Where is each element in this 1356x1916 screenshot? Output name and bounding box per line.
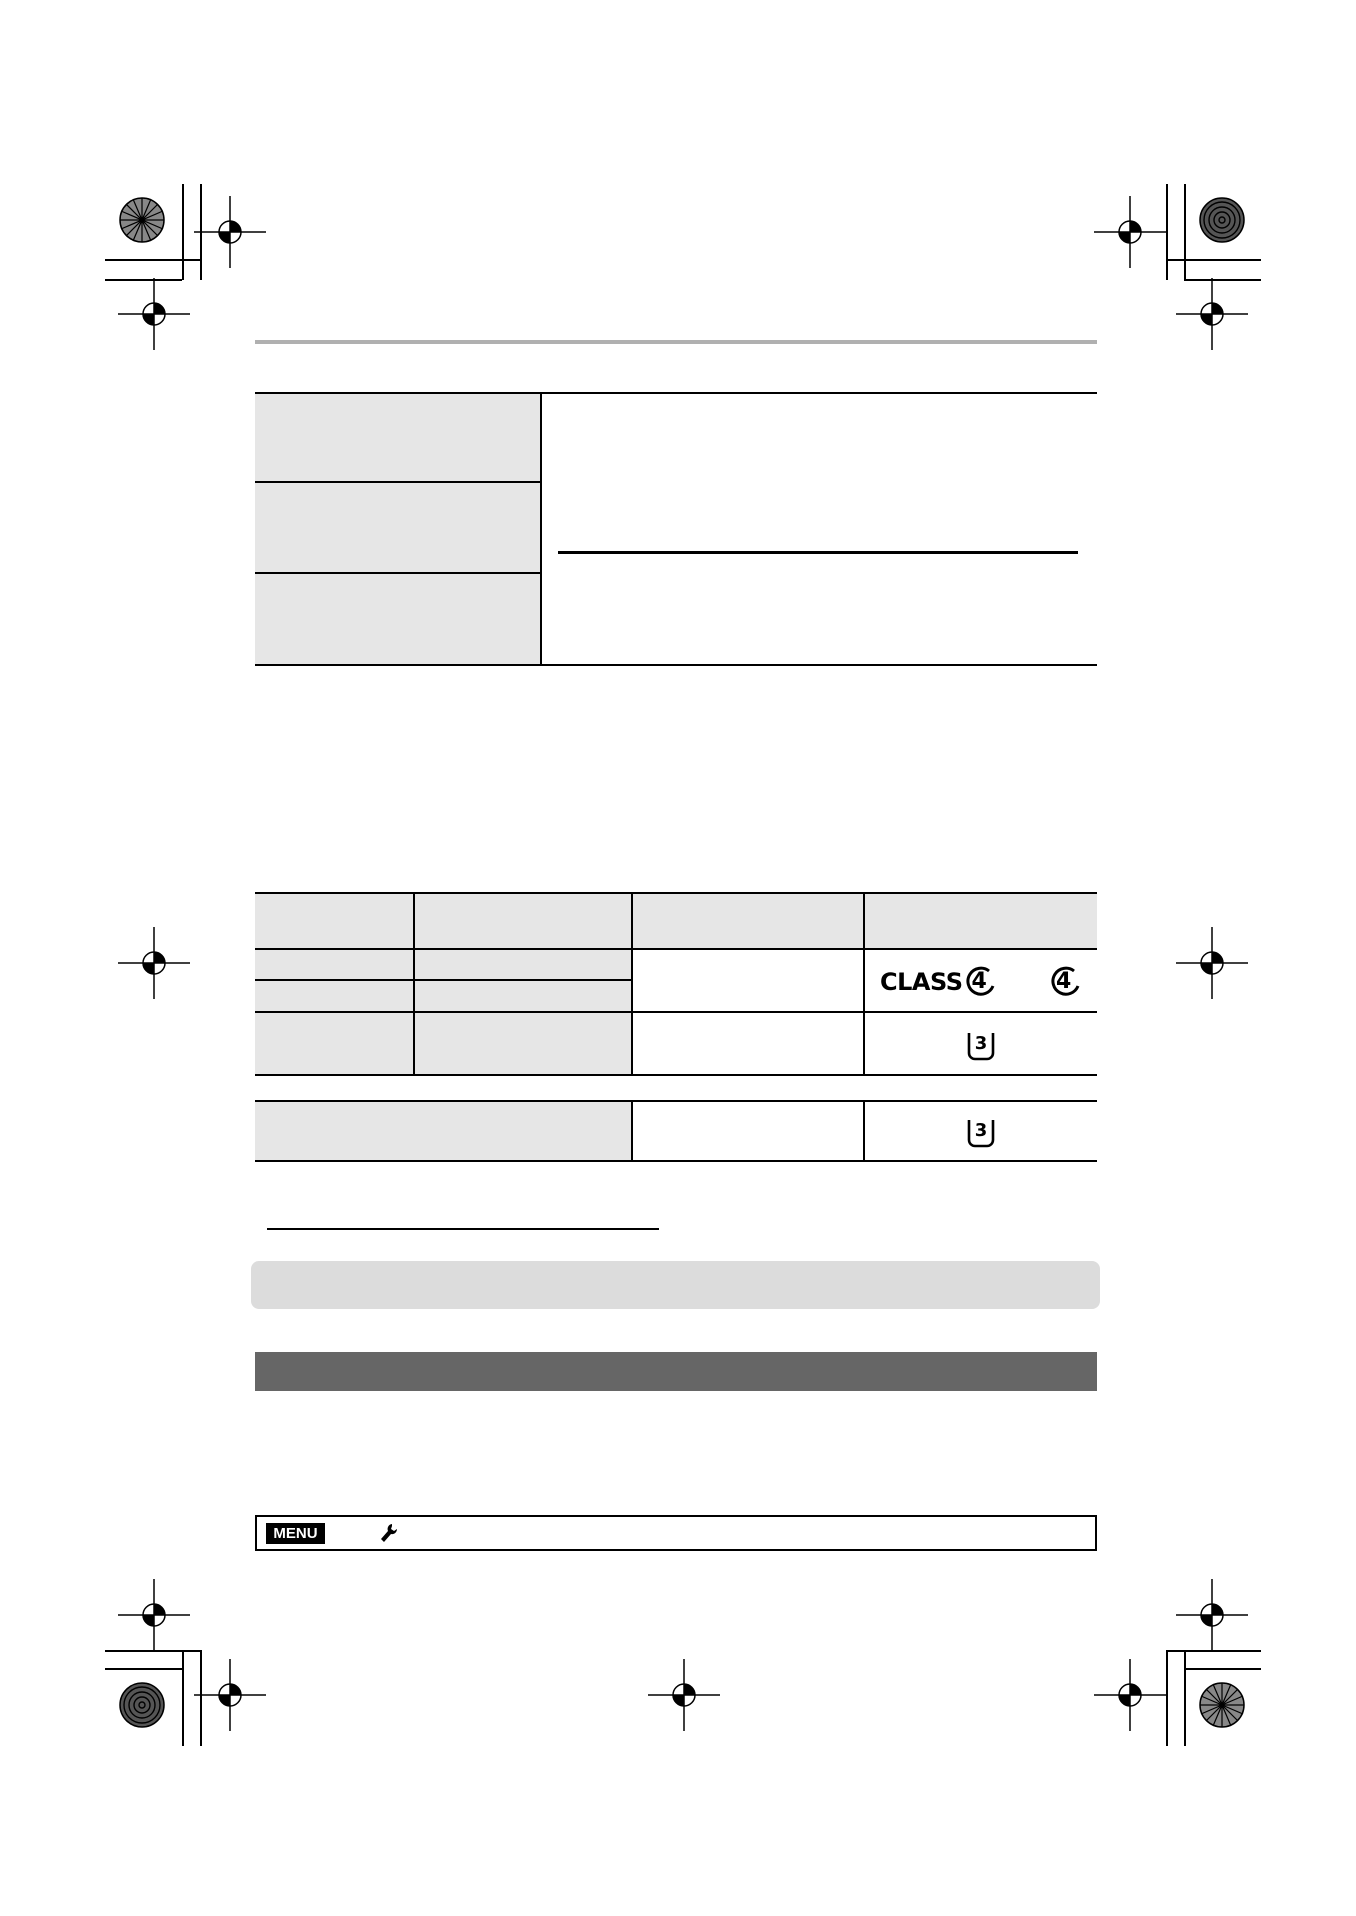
color-burst-top-left [119, 197, 165, 243]
sd-speed-class-4-badge [880, 966, 997, 998]
table1-row-header-1 [255, 393, 540, 481]
table2-header-cell-3 [632, 893, 863, 948]
table2-header-cell-2 [414, 893, 631, 948]
color-burst-top-right [1199, 197, 1245, 243]
table2-row1-cell-2 [414, 950, 631, 979]
table2-row3-cell-2 [414, 1013, 631, 1074]
table2-header-cell-1 [255, 893, 413, 948]
table1-row-header-3 [255, 574, 540, 664]
table2-row1-cell-1 [255, 950, 413, 979]
table2-row2-cell-2 [414, 981, 631, 1012]
table1-divider [558, 551, 1078, 554]
table2-header-cell-4 [864, 893, 1097, 948]
sd-speed-class-4-icon: 4 [963, 966, 997, 998]
section-header-bar [255, 1352, 1097, 1391]
wrench-setup-icon [379, 1522, 399, 1544]
uhs-speed-class-3-icon: 3 [966, 1031, 996, 1061]
class-badge-text: CLASS [880, 968, 963, 996]
header-rule [255, 340, 1097, 344]
table2-row3-cell-1 [255, 1013, 413, 1074]
info-box [251, 1261, 1100, 1309]
sd-speed-class-4-mark-icon: 4 [1048, 966, 1082, 998]
color-burst-bottom-left [119, 1682, 165, 1728]
table1-row-header-2 [255, 483, 540, 572]
table2-row2-cell-1 [255, 981, 413, 1012]
color-burst-bottom-right [1199, 1682, 1245, 1728]
uhs-speed-class-3-icon: 3 [966, 1118, 996, 1148]
underline-rule [267, 1228, 659, 1230]
menu-path-box [255, 1515, 1097, 1551]
menu-button-label: MENU [266, 1523, 325, 1544]
table3-row-header [255, 1101, 631, 1160]
